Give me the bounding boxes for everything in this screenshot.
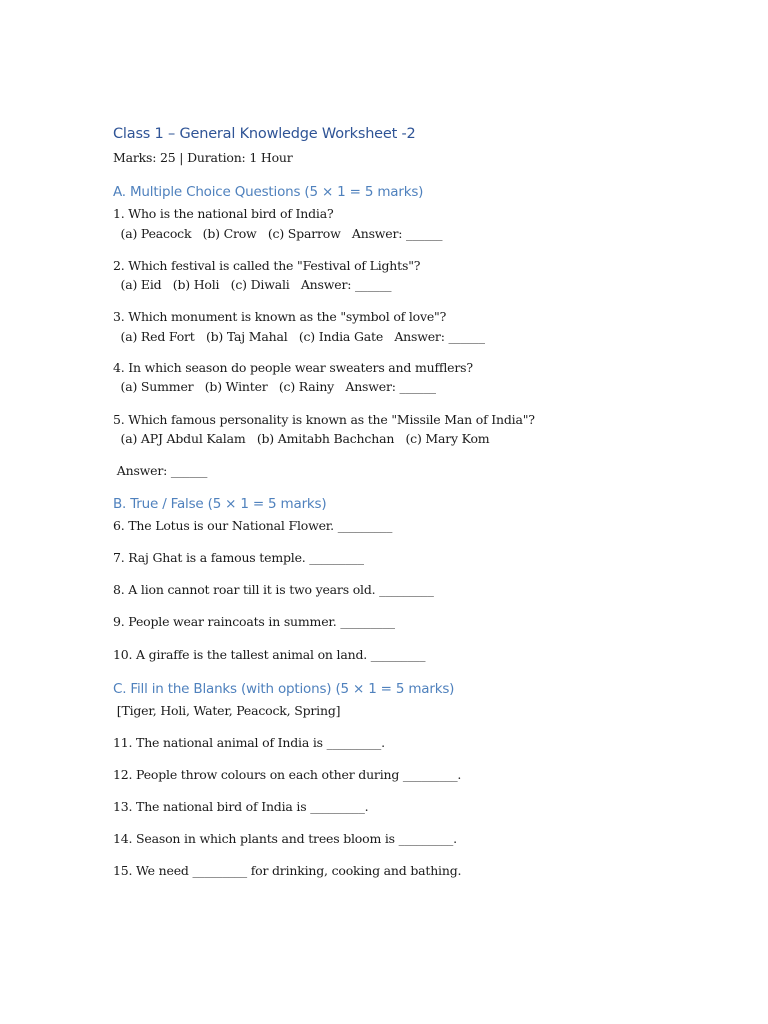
section-b-heading: B. True / False (5 × 1 = 5 marks) [113, 496, 327, 512]
question-10: 10. A giraffe is the tallest animal on land. _________ [113, 647, 426, 662]
question-8: 8. A lion cannot roar till it is two years old. _________ [113, 582, 434, 597]
question-7: 7. Raj Ghat is a famous temple. _________ [113, 550, 364, 565]
question-9: 9. People wear raincoats in summer. _________ [113, 614, 395, 629]
question-1: 1. Who is the national bird of India? [113, 206, 334, 221]
question-2: 2. Which festival is called the "Festival of Lights"? [113, 258, 421, 273]
question-3-options: (a) Red Fort (b) Taj Mahal (c) India Gate Answer: ______ [113, 329, 485, 344]
question-5-answer: Answer: ______ [113, 463, 208, 478]
question-5: 5. Which famous personality is known as the "Missile Man of India"? [113, 412, 535, 427]
question-15: 15. We need _________ for drinking, cooking and bathing. [113, 863, 462, 878]
question-4-options: (a) Summer (b) Winter (c) Rainy Answer: ______ [113, 379, 436, 394]
question-12: 12. People throw colours on each other during _________. [113, 767, 462, 782]
question-3: 3. Which monument is known as the "symbol of love"? [113, 309, 447, 324]
question-6: 6. The Lotus is our National Flower. _________ [113, 518, 393, 533]
marks-duration: Marks: 25 | Duration: 1 Hour [113, 150, 293, 165]
section-c-heading: C. Fill in the Blanks (with options) (5 × 1 = 5 marks) [113, 681, 455, 697]
question-2-options: (a) Eid (b) Holi (c) Diwali Answer: ______ [113, 277, 392, 292]
section-a-heading: A. Multiple Choice Questions (5 × 1 = 5 marks) [113, 184, 424, 200]
question-1-options: (a) Peacock (b) Crow (c) Sparrow Answer: ______ [113, 226, 443, 241]
question-14: 14. Season in which plants and trees bloom is _________. [113, 831, 457, 846]
question-11: 11. The national animal of India is _________. [113, 735, 385, 750]
fill-blank-options: [Tiger, Holi, Water, Peacock, Spring] [113, 703, 341, 718]
question-13: 13. The national bird of India is _________. [113, 799, 369, 814]
question-4: 4. In which season do people wear sweaters and mufflers? [113, 360, 473, 375]
worksheet-title: Class 1 – General Knowledge Worksheet -2 [113, 126, 416, 142]
question-5-options: (a) APJ Abdul Kalam (b) Amitabh Bachchan (c) Mary Kom [113, 431, 490, 446]
